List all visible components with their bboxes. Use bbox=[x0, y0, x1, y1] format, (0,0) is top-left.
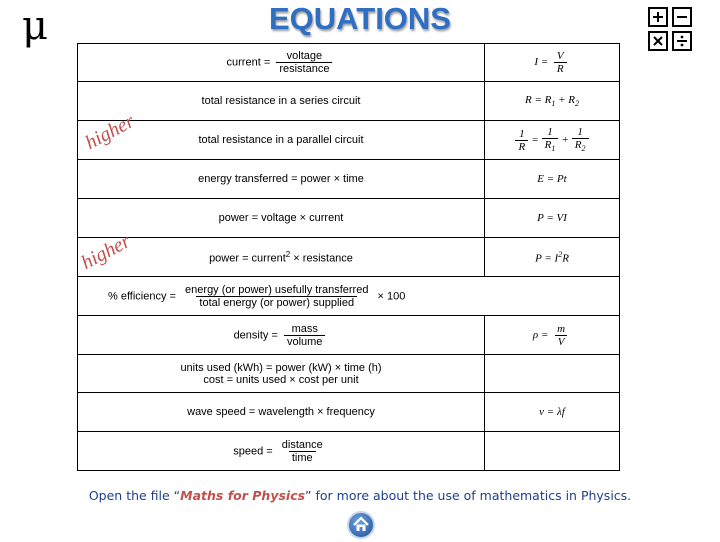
symbol-fraction bbox=[515, 128, 528, 153]
denominator: resistance bbox=[276, 62, 332, 75]
symbol-lhs: I = bbox=[534, 56, 549, 69]
equation-row-efficiency bbox=[78, 277, 620, 316]
equation-words: total resistance in a parallel circuit bbox=[78, 121, 485, 160]
higher-label: higher bbox=[81, 110, 139, 154]
symbol-fraction bbox=[572, 126, 589, 153]
equation-row-energy bbox=[78, 160, 620, 199]
equation-row-parallel bbox=[78, 121, 620, 160]
equation-row-speed bbox=[78, 432, 620, 471]
equation-words: power = voltage × current bbox=[78, 199, 485, 238]
equation-words bbox=[78, 238, 485, 277]
symbol-text: P = I bbox=[535, 252, 559, 265]
denominator: R bbox=[554, 62, 567, 75]
symbol-text: R bbox=[562, 252, 569, 265]
equation-line: units used (kWh) = power (kW) × time (h) bbox=[180, 361, 382, 374]
equation-symbols bbox=[485, 432, 620, 471]
higher-label: higher bbox=[77, 230, 135, 274]
subscript: 1 bbox=[551, 144, 556, 154]
denominator: V bbox=[555, 335, 568, 348]
equation-words: wave speed = wavelength × frequency bbox=[78, 393, 485, 432]
equation-row-current bbox=[78, 44, 620, 82]
equation-row-units bbox=[78, 355, 620, 393]
equation-text: power = current bbox=[209, 252, 286, 265]
symbol-fraction bbox=[554, 50, 567, 75]
numerator: mass bbox=[291, 322, 318, 335]
note-text: Open the file “ bbox=[88, 488, 181, 503]
denominator bbox=[542, 138, 559, 153]
equation-row-power bbox=[78, 199, 620, 238]
numerator: 1 bbox=[577, 126, 583, 139]
subscript: 1 bbox=[551, 99, 556, 109]
equation-words: energy transferred = power × time bbox=[78, 160, 485, 199]
symbol-text: + R bbox=[555, 93, 576, 106]
page-title: EQUATIONS bbox=[269, 1, 451, 36]
equation-symbols bbox=[485, 355, 620, 393]
symbol-fraction bbox=[554, 323, 568, 348]
equation-symbols bbox=[485, 238, 620, 277]
equation-symbols: P = VI bbox=[485, 199, 620, 238]
equation-row-density bbox=[78, 316, 620, 355]
denominator-text: R bbox=[574, 139, 582, 152]
denominator: R bbox=[515, 140, 528, 153]
numerator: V bbox=[556, 50, 564, 62]
fraction bbox=[284, 323, 325, 348]
numerator: voltage bbox=[286, 50, 323, 62]
equation-symbols: v = λf bbox=[485, 393, 620, 432]
equation-suffix: × 100 bbox=[377, 289, 406, 302]
superscript: 2 bbox=[558, 249, 563, 259]
equation-words bbox=[78, 432, 485, 471]
plus-sign: + bbox=[561, 134, 569, 146]
fraction bbox=[182, 284, 371, 309]
symbol-fraction bbox=[542, 126, 559, 153]
equation-words bbox=[78, 316, 485, 355]
plus-box-icon bbox=[648, 7, 668, 27]
equation-row-series bbox=[78, 82, 620, 121]
divide-box-icon bbox=[672, 31, 692, 51]
numerator: 1 bbox=[547, 126, 553, 139]
equation-symbols: E = Pt bbox=[485, 160, 620, 199]
equation-text: × resistance bbox=[290, 252, 353, 265]
denominator bbox=[572, 138, 589, 153]
denominator-text: R bbox=[544, 139, 552, 152]
footer-note bbox=[0, 488, 720, 503]
numerator: energy (or power) usefully transferred bbox=[185, 283, 369, 296]
equation-row-power-resistance bbox=[78, 238, 620, 277]
minus-box-icon bbox=[672, 7, 692, 27]
operator-icons bbox=[648, 7, 692, 51]
equation-symbols bbox=[485, 316, 620, 355]
equation-words bbox=[78, 44, 485, 82]
subscript: 2 bbox=[581, 144, 586, 154]
equation-prefix: density = bbox=[233, 328, 278, 341]
maths-for-physics-link[interactable]: Maths for Physics bbox=[180, 488, 306, 503]
equation-prefix: speed = bbox=[233, 444, 273, 457]
subscript: 2 bbox=[575, 99, 580, 109]
symbol-text: R = R bbox=[524, 93, 552, 106]
equation-row-wave bbox=[78, 393, 620, 432]
equation-symbols bbox=[485, 121, 620, 160]
times-box-icon bbox=[648, 31, 668, 51]
numerator: m bbox=[557, 322, 566, 335]
equation-prefix: current = bbox=[226, 56, 271, 69]
equation-symbols bbox=[485, 44, 620, 82]
equations-table bbox=[77, 43, 620, 471]
denominator: volume bbox=[284, 335, 325, 348]
mu-symbol: μ bbox=[22, 3, 48, 49]
equation-prefix: % efficiency = bbox=[108, 289, 176, 302]
equals-sign: = bbox=[531, 134, 539, 146]
symbol-lhs: ρ = bbox=[532, 328, 549, 341]
numerator: distance bbox=[281, 438, 323, 451]
home-icon[interactable] bbox=[347, 511, 375, 539]
superscript: 2 bbox=[285, 249, 291, 259]
equation-line: cost = units used × cost per unit bbox=[203, 373, 359, 386]
equation-words: total resistance in a series circuit bbox=[78, 82, 485, 121]
denominator: time bbox=[289, 451, 316, 464]
equation-words bbox=[78, 355, 485, 393]
fraction bbox=[279, 439, 326, 464]
parallel-formula bbox=[512, 126, 591, 153]
denominator: total energy (or power) supplied bbox=[196, 296, 357, 309]
equation-symbols bbox=[485, 82, 620, 121]
equation-words bbox=[78, 277, 620, 316]
numerator: 1 bbox=[519, 127, 525, 140]
fraction bbox=[276, 50, 332, 75]
note-text: ” for more about the use of mathematics in Physics. bbox=[305, 488, 632, 503]
